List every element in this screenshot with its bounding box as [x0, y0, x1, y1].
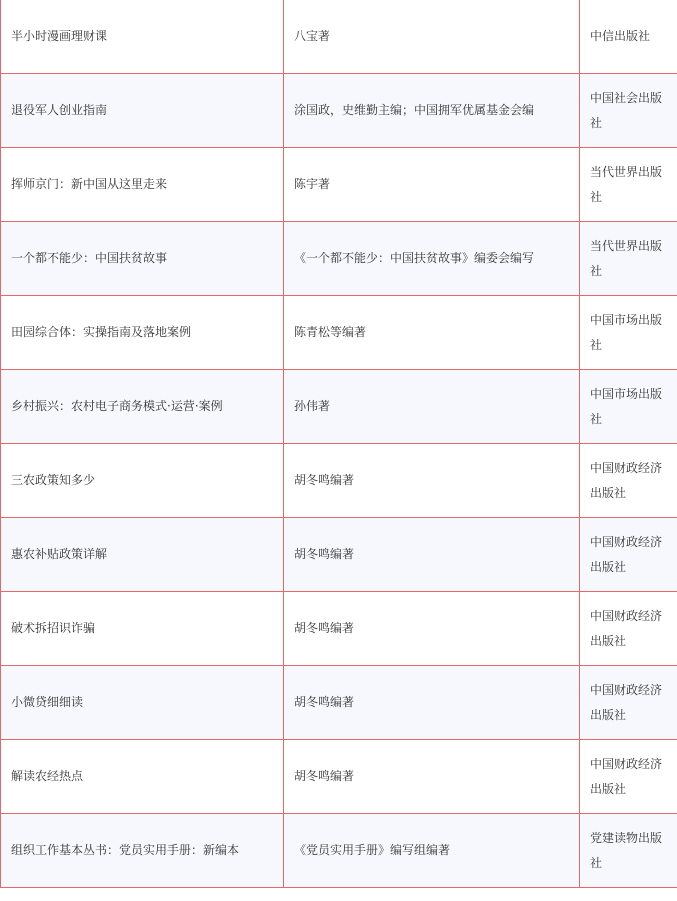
- book-author-cell: 涂国政，史维勤主编；中国拥军优属基金会编: [284, 74, 580, 148]
- table-row: [1, 296, 677, 370]
- book-author-cell: 《一个都不能少：中国扶贫故事》编委会编写: [284, 222, 580, 296]
- table-row: [1, 222, 677, 296]
- book-title-cell: 一个都不能少：中国扶贫故事: [1, 222, 284, 296]
- table-row: [1, 148, 677, 222]
- book-title-cell: 惠农补贴政策详解: [1, 518, 284, 592]
- table-row: [1, 518, 677, 592]
- table-row: [1, 740, 677, 814]
- book-publisher-cell: 中国社会出版社: [580, 74, 677, 148]
- book-title-cell: 乡村振兴：农村电子商务模式·运营·案例: [1, 370, 284, 444]
- book-title-cell: 三农政策知多少: [1, 444, 284, 518]
- book-title-cell: 小微贷细细读: [1, 666, 284, 740]
- book-author-cell: 胡冬鸣编著: [284, 666, 580, 740]
- book-author-cell: 胡冬鸣编著: [284, 740, 580, 814]
- book-publisher-cell: 中国市场出版社: [580, 370, 677, 444]
- book-author-cell: 《党员实用手册》编写组编著: [284, 814, 580, 888]
- book-author-cell: 胡冬鸣编著: [284, 518, 580, 592]
- table-row: [1, 444, 677, 518]
- book-publisher-cell: 当代世界出版社: [580, 148, 677, 222]
- table-row: [1, 74, 677, 148]
- book-title-cell: 破术拆招识诈骗: [1, 592, 284, 666]
- book-author-cell: 孙伟著: [284, 370, 580, 444]
- book-publisher-cell: 中国市场出版社: [580, 296, 677, 370]
- book-title-cell: 半小时漫画理财课: [1, 0, 284, 74]
- book-author-cell: 胡冬鸣编著: [284, 444, 580, 518]
- table-row: [1, 0, 677, 74]
- table-row: [1, 666, 677, 740]
- book-publisher-cell: 中国财政经济出版社: [580, 592, 677, 666]
- book-publisher-cell: 当代世界出版社: [580, 222, 677, 296]
- book-title-cell: 退役军人创业指南: [1, 74, 284, 148]
- book-publisher-cell: 中国财政经济出版社: [580, 444, 677, 518]
- book-author-cell: 陈青松等编著: [284, 296, 580, 370]
- book-title-cell: 田园综合体：实操指南及落地案例: [1, 296, 284, 370]
- book-title-cell: 组织工作基本丛书：党员实用手册：新编本: [1, 814, 284, 888]
- table-row: [1, 592, 677, 666]
- book-publisher-cell: 中信出版社: [580, 0, 677, 74]
- book-publisher-cell: 中国财政经济出版社: [580, 518, 677, 592]
- book-author-cell: 胡冬鸣编著: [284, 592, 580, 666]
- table-row: [1, 370, 677, 444]
- book-publisher-cell: 中国财政经济出版社: [580, 740, 677, 814]
- book-title-cell: 解读农经热点: [1, 740, 284, 814]
- book-author-cell: 八宝著: [284, 0, 580, 74]
- book-title-cell: 挥师京门：新中国从这里走来: [1, 148, 284, 222]
- book-publisher-cell: 中国财政经济出版社: [580, 666, 677, 740]
- book-publisher-cell: 党建读物出版社: [580, 814, 677, 888]
- table-row: [1, 814, 677, 888]
- book-author-cell: 陈宇著: [284, 148, 580, 222]
